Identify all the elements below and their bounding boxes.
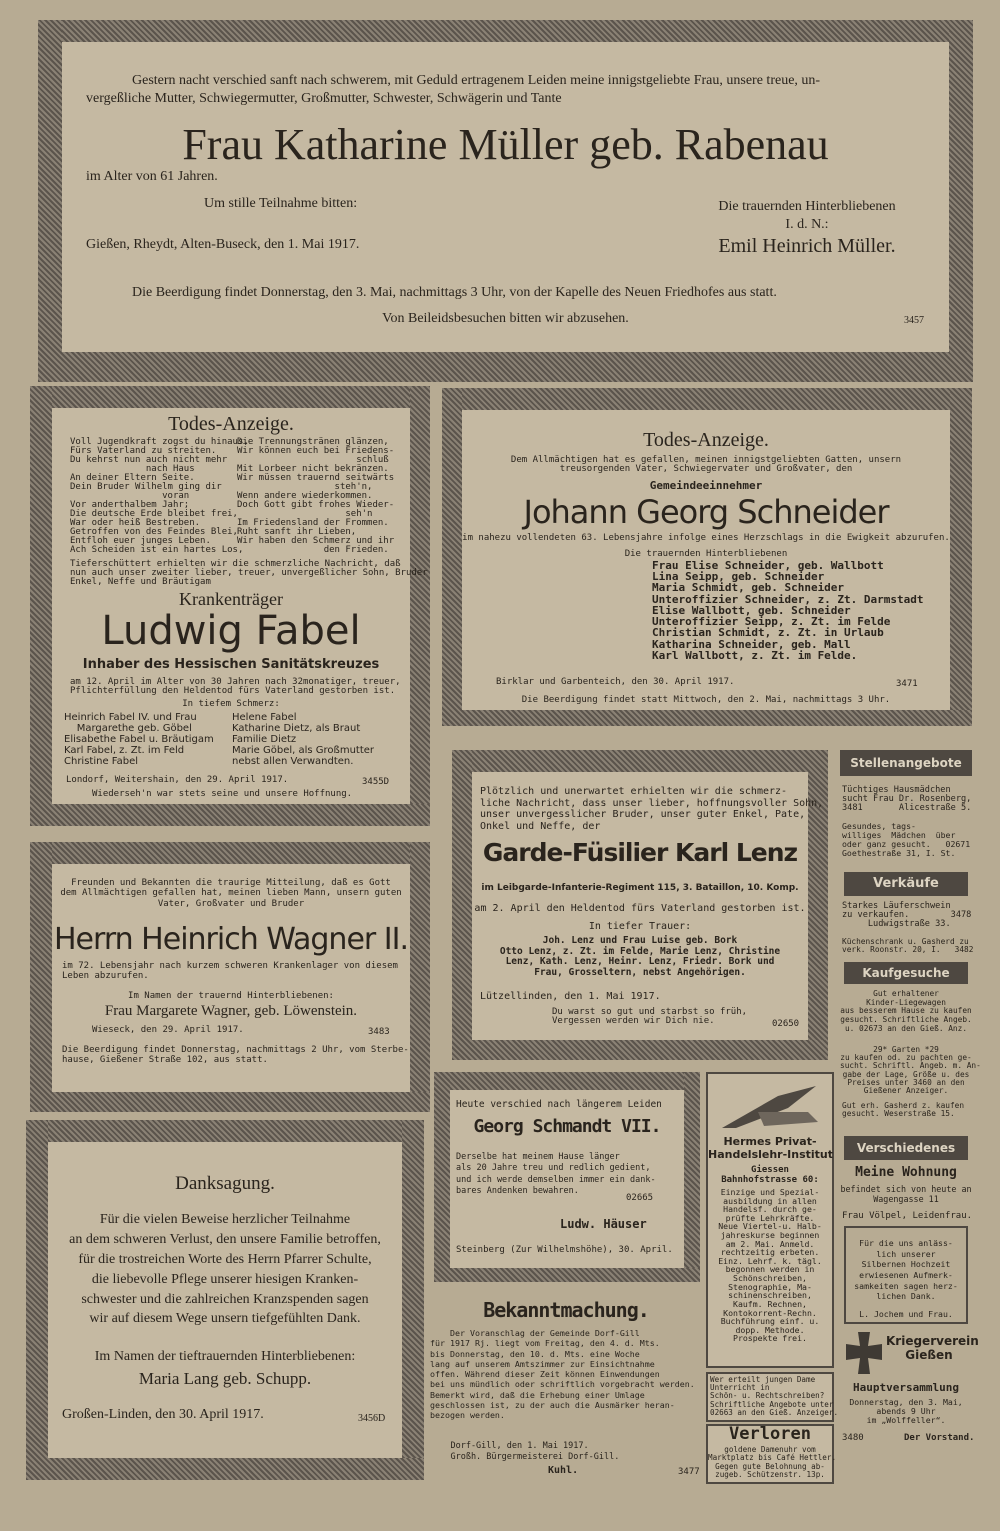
fabel-detail: am 12. April im Alter von 30 Jahren nach 32monatiger, treuer, Pflichterfüllung den Heldentod fürs Vaterland gestorben ist.	[70, 677, 401, 696]
lenz-place: Lützellinden, den 1. Mai 1917.	[480, 991, 661, 1002]
bekannt-heading: Bekanntmachung.	[483, 1298, 649, 1322]
fabel-intro: Tieferschüttert erhielten wir die schmerzliche Nachricht, daß nun auch unser zweiter lieber, treuer, unvergeßlicher Sohn, Bruder Enkel, Neffe und Bräutigam	[70, 559, 428, 587]
fabel-rank: Krankenträger	[179, 589, 283, 609]
dank-place: Großen-Linden, den 30. April 1917.	[62, 1407, 264, 1422]
ad-gasherd: Gut erh. Gasherd z. kaufen gesucht. Weserstraße 15.	[842, 1101, 965, 1119]
schmandt-signer: Ludw. Häuser	[560, 1217, 647, 1231]
hermes-ad	[706, 1072, 834, 1368]
cross-shape	[846, 1332, 882, 1374]
top-condolence: Von Beileidsbesuchen bitten wir abzusehen.	[382, 311, 629, 326]
lenz-code: 02650	[772, 1019, 800, 1029]
ad-hausmaedchen: Tüchtiges Hausmädchen sucht Frau Dr. Rosenberg, 3481 Alicestraße 5.	[842, 785, 972, 814]
hermes-title: Hermes Privat- Handelslehr-Institut	[708, 1135, 834, 1161]
schmandt-code: 02665	[626, 1193, 654, 1203]
lenz-hatch-left	[452, 750, 472, 1060]
fabel-farewell: Wiederseh'n war stets seine und unsere Hoffnung.	[92, 789, 353, 799]
wagner-code: 3483	[368, 1027, 390, 1037]
lenz-family: Joh. Lenz und Frau Luise geb. Bork Otto Lenz, z. Zt. im Felde, Marie Lenz, Christine Lenz, Kath. Lenz, Heinr. Lenz, Friedr. Bork und Frau, Grosseltern, nebst Angehörigen.	[499, 935, 781, 978]
hermes-addr: Bahnhofstrasse 60:	[721, 1175, 819, 1185]
fabel-name: Ludwig Fabel	[101, 608, 361, 654]
dank-signer: Maria Lang geb. Schupp.	[138, 1369, 312, 1388]
wer-ad	[706, 1372, 839, 1422]
kaufgesuche-header: Kaufgesuche	[844, 962, 968, 984]
fabel-code: 3455D	[362, 777, 390, 787]
wagner-place: Wieseck, den 29. April 1917.	[92, 1025, 244, 1035]
verein-head: Hauptversammlung	[853, 1381, 959, 1394]
ad-wohnung-sig: Frau Völpel, Leidenfrau.	[842, 1211, 973, 1221]
fabel-family-left: Heinrich Fabel IV. und Frau Margarethe geb. Göbel Elisabethe Fabel u. Bräutigam Karl Fabel, z. Zt. im Feld Christine Fabel	[64, 712, 214, 767]
dank-heading: Danksagung.	[175, 1173, 275, 1194]
wagner-signer: Frau Margarete Wagner, geb. Löwenstein.	[104, 1003, 358, 1019]
fabel-title: Inhaber des Hessischen Sanitätskreuzes	[82, 657, 380, 672]
bekannt-place: Dorf-Gill, den 1. Mai 1917.	[430, 1441, 589, 1451]
top-notice	[62, 42, 949, 352]
ad-wohnung-body: befindet sich von heute an Wagengasse 11	[840, 1184, 972, 1205]
wagner-notice	[52, 864, 410, 1092]
hochzeit-ad	[844, 1226, 968, 1324]
schmandt-hatch-top	[434, 1072, 700, 1090]
schneider-notice	[462, 410, 950, 710]
hermes-body: Einzige und Spezial- ausbildung in allen Handelsf. durch ge- prüfte Lehrkräfte. Neue Viertel-u. Halb- jahreskurse beginnen am 2. Mai. Anmeld. rechtzeitig erbeten. Einz. Lehrf. k. tägl. begonnen werden in Schönschreiben, Stenographie, Ma- schinenschreiben, Kaufm. Rechnen, Kontokorrent-Rechn. Buchführung einf. u. dopp. Methode. Prospekte frei.	[718, 1187, 822, 1344]
top-hatch-bottom	[38, 352, 973, 382]
lenz-notice	[472, 772, 824, 1040]
top-deceased-name: Frau Katharine Müller geb. Rabenau	[182, 120, 829, 169]
ad-wohnung-title: Meine Wohnung	[855, 1165, 957, 1180]
schmandt-body: Derselbe hat meinem Hause länger als 20 Jahre treu und redlich gedient, und ich werde demselben immer ein dank- bares Andenken bewahren.	[456, 1152, 656, 1197]
right-column	[840, 750, 981, 1484]
top-intro-line1: Gestern nacht verschied sanft nach schwerem, mit Geduld ertragenem Leiden meine innigstgeliebte Frau, unsere treue, un-	[132, 73, 821, 88]
schneider-code: 3471	[896, 679, 918, 689]
verein-sig: Der Vorstand.	[904, 1433, 975, 1443]
wer-ad-text: Wer erteilt jungen Dame Unterricht in Schön- u. Rechtschreiben? Schriftliche Angebote unter 02663 an den Gieß. Anzeiger.	[710, 1375, 839, 1417]
schneider-role: Gemeindeeinnehmer	[649, 479, 763, 492]
wagner-hatch-bottom	[30, 1092, 430, 1112]
top-mourners: Die trauernden Hinterbliebenen	[718, 199, 896, 214]
bekannt-notice	[430, 1296, 702, 1482]
lost-title: Verloren	[729, 1424, 811, 1444]
dank-body: Für die vielen Beweise herzlicher Teilnahme an dem schweren Verlust, den unsere Familie betroffen, für die trostreichen Worte des Herrn Pfarrer Schulte, die liebevolle Pflege unserer hiesigen Kranken- schwester und die zahlreichen Kranzspenden sagen wir auf diesem Wege unsern tiefgefühlten Dank.	[69, 1212, 381, 1327]
dank-hatch-bottom	[26, 1458, 424, 1480]
hermes-city: Giessen	[751, 1165, 789, 1175]
fabel-hatch-right	[410, 386, 430, 826]
dank-hatch-right	[402, 1120, 424, 1480]
verein-title: Kriegerverein Gießen	[886, 1334, 979, 1363]
wagner-detail: im 72. Lebensjahr nach kurzem schweren Krankenlager von diesem Leben abzurufen.	[62, 961, 398, 981]
stellen-header: Stellenangebote	[840, 750, 972, 776]
schneider-hatch-left	[442, 388, 462, 726]
top-signer: Emil Heinrich Müller.	[718, 235, 896, 257]
fabel-hatch-top	[30, 386, 430, 408]
schneider-hatch-right	[950, 388, 972, 726]
verschiedenes-header: Verschiedenes	[844, 1136, 968, 1160]
wagner-hatch-top	[30, 842, 430, 864]
top-hatch-right	[949, 20, 973, 382]
top-request: Um stille Teilnahme bitten:	[204, 196, 358, 211]
schmandt-intro: Heute verschied nach längerem Leiden	[456, 1099, 662, 1110]
lenz-motto: Du warst so gut und starbst so früh, Vergessen werden wir Dich nie.	[552, 1007, 748, 1026]
fabel-hatch-left	[30, 386, 52, 826]
schneider-hatch-bottom	[442, 710, 972, 726]
wagner-intro: Freunden und Bekannten die traurige Mitteilung, daß es Gott dem Allmächtigen gefallen hat, meinen lieben Mann, unsern guten Vater, Großvater und Bruder	[60, 878, 402, 909]
bekannt-body: Der Voranschlag der Gemeinde Dorf-Gill für 1917 Rj. liegt vom Freitag, den 4. d. Mts. bis Donnerstag, den 10. d. Mts. eine Woche lang auf unserem Amtszimmer zur Einsichtnahme offen. Während dieser Zeit können Einwendungen bei uns mündlich oder schriftlich vorgebracht werden. Bemerkt wird, daß die Erhebung einer Umlage geschlossen ist, zu der auch die Ausmärker heran- bezogen werden.	[430, 1328, 695, 1421]
dank-code: 3456D	[358, 1413, 386, 1424]
fabel-poem-right: Die Trennungstränen glänzen, Wir können euch bei Friedens- schluß Mit Lorbeer nicht bekränzen. Wir müssen trauernd seitwärts steh'n, Wenn andere wiederkommen. Doch Gott gibt frohes Wieder- seh'n Im Friedensland der Frommen. Ruht sanft ihr Lieben, Wir haben den Schmerz und ihr den Frieden.	[237, 437, 395, 555]
dank-mourners: Im Namen der tieftrauernden Hinterbliebenen:	[94, 1349, 356, 1364]
wagner-mourners: Im Namen der trauernd Hinterbliebenen:	[128, 991, 334, 1001]
verein-code: 3480	[842, 1433, 864, 1443]
top-code: 3457	[904, 315, 924, 326]
dank-notice	[48, 1142, 402, 1458]
schneider-family: Frau Elise Schneider, geb. Wallbott Lina Seipp, geb. Schneider Maria Schmidt, geb. Schneider Unteroffizier Schneider, z. Zt. Darmstadt Elise Wallbott, geb. Schneider Unteroffizier Seipp, z. Zt. im Felde Christian Schmidt, z. Zt. in Urlaub Katharina Schneider, geb. Mall Karl Wallbott, z. Zt. im Felde.	[652, 559, 924, 662]
schneider-hatch-top	[442, 388, 972, 410]
schneider-funeral: Die Beerdigung findet statt Mittwoch, den 2. Mai, nachmittags 3 Uhr.	[521, 695, 891, 705]
fabel-family-right: Helene Fabel Katharine Dietz, als Braut Familie Dietz Marie Göbel, als Großmutter nebst allen Verwandten.	[232, 712, 375, 767]
ad-laeuferschwein: Starkes Läuferschwein zu verkaufen. 3478 Ludwigstraße 33.	[842, 901, 972, 930]
hand-shape	[758, 1112, 818, 1126]
lenz-hatch-bottom	[452, 1040, 828, 1060]
schneider-mourners: Die trauernden Hinterbliebenen	[624, 549, 788, 559]
schneider-heading: Todes-Anzeige.	[643, 429, 769, 451]
dank-hatch-left	[26, 1120, 48, 1480]
top-hatch-top	[38, 20, 973, 42]
top-place: Gießen, Rheydt, Alten-Buseck, den 1. Mai 1917.	[86, 237, 360, 252]
top-intro-line2: vergeßliche Mutter, Schwiegermutter, Großmutter, Schwester, Schwägerin und Tante	[86, 91, 562, 106]
lost-body: goldene Damenuhr vom Marktplatz bis Café Hettler. Gegen gute Belohnung ab- zugeb. Schützenstr. 13p.	[708, 1445, 837, 1480]
hochzeit-sig: L. Jochem und Frau.	[859, 1309, 953, 1319]
schmandt-hatch-bottom	[434, 1268, 700, 1282]
schmandt-hatch-left	[434, 1072, 450, 1282]
schmandt-hatch-right	[684, 1072, 700, 1282]
top-funeral: Die Beerdigung findet Donnerstag, den 3. Mai, nachmittags 3 Uhr, von der Kapelle des Neuen Friedhofes aus statt.	[132, 285, 777, 300]
schmandt-name: Georg Schmandt VII.	[473, 1116, 661, 1137]
lost-ad	[706, 1424, 837, 1484]
iron-cross-graphic	[844, 1330, 884, 1376]
top-mourners-idn: I. d. N.:	[785, 217, 829, 232]
lenz-intro: Plötzlich und unerwartet erhielten wir die schmerz- liche Nachricht, dass unser lieber, hoffnungsvoller Sohn, unser unvergesslicher Bruder, unser guter Enkel, Pate, Onkel und Neffe, der	[480, 786, 824, 832]
fabel-heading: Todes-Anzeige.	[168, 413, 294, 435]
schneider-place: Birklar und Garbenteich, den 30. April 1917.	[496, 677, 735, 687]
quill-hand-icon	[718, 1082, 824, 1132]
schneider-intro: Dem Allmächtigen hat es gefallen, meinen innigstgeliebten Gatten, unsern treusorgenden Vater, Schwiegervater und Großvater, den	[510, 455, 902, 474]
lenz-regiment: im Leibgarde-Infanterie-Regiment 115, 3. Bataillon, 10. Komp.	[481, 883, 799, 893]
schneider-detail: im nahezu vollendeten 63. Lebensjahre infolge eines Herzschlags in die Ewigkeit abzurufen.	[462, 533, 950, 543]
wagner-hatch-left	[30, 842, 52, 1112]
ad-kuechenschrank: Küchenschrank u. Gasherd zu verk. Roonstr. 20, I. 3482	[842, 937, 974, 955]
verein-body: Donnerstag, den 3. Mai, abends 9 Uhr im „Wolffeller“.	[849, 1397, 963, 1426]
schneider-name: Johann Georg Schneider	[523, 493, 889, 531]
wagner-funeral: Die Beerdigung findet Donnerstag, nachmittags 2 Uhr, vom Sterbe- hause, Gießener Straße 102, aus statt.	[62, 1045, 409, 1065]
fabel-pain: In tiefem Schmerz:	[182, 699, 280, 709]
verkaufe-header: Verkäufe	[844, 872, 968, 896]
schmandt-place: Steinberg (Zur Wilhelmshöhe), 30. April.	[456, 1245, 673, 1255]
wagner-hatch-right	[410, 842, 430, 1112]
top-age: im Alter von 61 Jahren.	[86, 169, 218, 184]
bekannt-code: 3477	[678, 1467, 700, 1477]
fabel-hatch-bottom	[30, 804, 430, 826]
top-hatch-left	[38, 20, 62, 382]
ad-maedchen: Gesundes, tags- williges Mädchen über oder ganz gesucht. 02671 Goethestraße 31, I. St.	[842, 821, 971, 859]
schmandt-notice	[450, 1090, 684, 1268]
iron-cross-icon	[844, 1330, 884, 1376]
ad-kinderwagen: Gut erhaltener Kinder-Liegewagen aus besserem Hause zu kaufen gesucht. Schriftliche Angeb. u. 02673 an den Gieß. Anz.	[840, 989, 972, 1033]
lenz-name: Garde-Füsilier Karl Lenz	[482, 838, 798, 867]
ad-garten: 29* Garten *29 zu kaufen od. zu pachten ge- sucht. Schriftl. Angeb. m. An- gabe der Lage, Größe u. des Preises unter 3460 an den Gießener Anzeiger.	[840, 1045, 981, 1095]
fabel-poem-left: Voll Jugendkraft zogst du hinaus, Fürs Vaterland zu streiten. Du kehrst nun auch nicht mehr nach Haus An deiner Eltern Seite. Dein Bruder Wilhelm ging dir voran Vor anderthalbem Jahr; Die deutsche Erde bleibet frei, War oder heiß Bestreben. Getroffen von des Feindes Blei, Entfloh euer junges Leben. Ach Scheiden ist ein hartes Los,	[70, 437, 249, 555]
fabel-place: Londorf, Weitershain, den 29. April 1917.	[66, 775, 289, 785]
wagner-name: Herrn Heinrich Wagner II.	[54, 922, 408, 957]
fabel-notice	[52, 408, 428, 804]
lenz-date: am 2. April den Heldentod fürs Vaterland gestorben ist.	[474, 903, 806, 914]
hochzeit-text: Für die uns anläss- lich unserer Silbernen Hochzeit erwiesenen Aufmerk- samkeiten sagen herz- lichen Dank.	[854, 1238, 958, 1302]
bekannt-signer: Kuhl.	[548, 1465, 579, 1476]
dank-hatch-top	[26, 1120, 424, 1142]
quill-hand-graphic	[718, 1082, 824, 1132]
bekannt-office: Großh. Bürgermeisterei Dorf-Gill.	[430, 1452, 620, 1462]
lenz-hatch-top	[452, 750, 828, 772]
lenz-mourning: In tiefer Trauer:	[588, 921, 692, 932]
